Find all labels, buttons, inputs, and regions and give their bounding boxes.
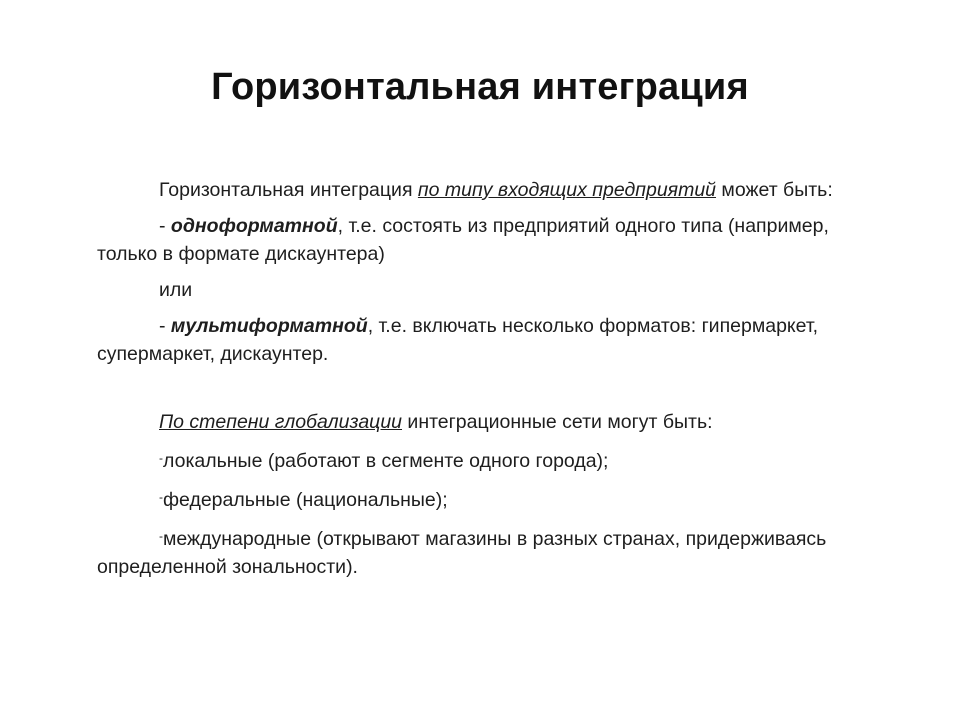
international-text: международные (открывают магазины в разных странах, придерживаясь определенной зональности). bbox=[97, 528, 827, 578]
federal-text: федеральные (национальные); bbox=[163, 489, 448, 511]
globalization-criterion: По степени глобализации bbox=[159, 411, 403, 433]
globalization-text: интеграционные сети могут быть: bbox=[402, 411, 713, 433]
list-item-local bbox=[97, 444, 867, 475]
term-single-format: одноформатной bbox=[170, 215, 338, 237]
paragraph-multi-format bbox=[97, 312, 867, 368]
or-text: или bbox=[159, 279, 193, 301]
list-item-federal bbox=[97, 483, 867, 514]
paragraph-intro bbox=[97, 176, 867, 204]
paragraph-or bbox=[97, 276, 867, 304]
bullet-dash: - bbox=[159, 490, 163, 504]
intro-text: Горизонтальная интеграция bbox=[159, 179, 418, 201]
dash-marker: - bbox=[159, 215, 171, 237]
intro-criterion: по типу входящих предприятий bbox=[417, 179, 717, 201]
list-item-international bbox=[97, 522, 867, 581]
dash-marker: - bbox=[159, 315, 171, 337]
multi-format-text: , т.е. включать несколько форматов: гипермаркет, супермаркет, дискаунтер. bbox=[97, 315, 819, 365]
term-multi-format: мультиформатной bbox=[170, 315, 368, 337]
paragraph-globalization bbox=[97, 408, 867, 436]
paragraph-single-format bbox=[97, 212, 867, 268]
slide-title: Горизонтальная интеграция bbox=[211, 66, 749, 108]
bullet-dash: - bbox=[159, 451, 163, 465]
intro-tail: может быть: bbox=[716, 179, 833, 201]
local-text: локальные (работают в сегменте одного города); bbox=[163, 450, 609, 472]
single-format-text: , т.е. состоять из предприятий одного типа (например, только в формате дискаунтера) bbox=[97, 215, 829, 265]
bullet-dash: - bbox=[159, 529, 163, 543]
slide-body bbox=[97, 176, 867, 581]
